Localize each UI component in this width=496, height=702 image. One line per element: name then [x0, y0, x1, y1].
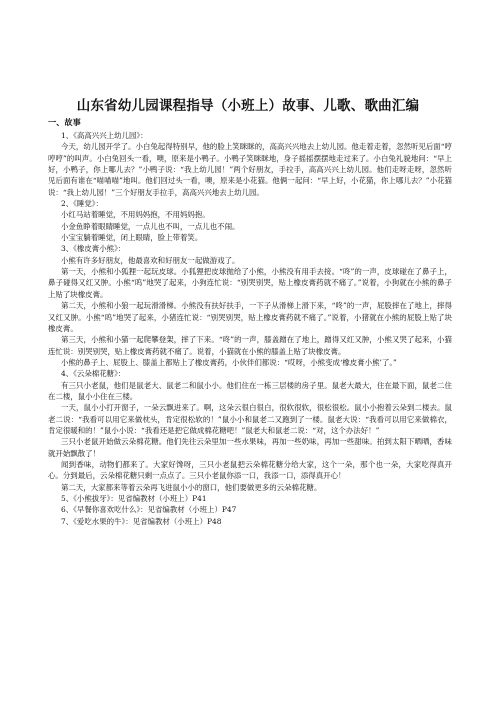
verse-line: 小金鱼睁着眼睛睡觉，一点儿也不叫，一点儿也不闹。 — [61, 221, 240, 231]
story-heading: 2、《睡觉》： — [61, 199, 103, 209]
story-paragraph: 第二天，大家都来等着云朵再飞进鼠小小的窗口，他们要做更多的云朵棉花糖。 — [61, 482, 322, 492]
section-heading: 一、故事 — [48, 117, 81, 127]
story-paragraph: 今天，幼儿园开学了。小白兔起得特别早，他的脸上笑眯眯的，高高兴兴地去上幼儿园。他走着走着，忽然听见后面“哼哼哼”的叫声。小白兔回头一看，噢，原来是小鸭子。小鸭子笑眯眯地，身子摇摇摆摆地走过来了。小白兔礼貌地问：“早上好，小鸭子，你上哪儿去？”小鸭子说：“我上幼儿园！”两个好朋友，手拉手，高高兴兴上幼儿园。他们走呀走呀，忽然听见后面有谁在“喵喵喵”地叫。他们回过头一看，噢，原来是小花猫。他俩一起问：“早上好，小花猫，你上哪儿去？”小花猫说：“我上幼儿园！”三个好朋友手拉手，高高兴兴地去上幼儿园。 — [48, 142, 452, 197]
story-paragraph: 一天，鼠小小打开窗子，一朵云飘进来了。啊，这朵云很白很白，很软很软，很松很松。鼠小小抱着云朵到二楼去。鼠老二说：“我看可以用它来做枕头，肯定很松软的！”鼠小小和鼠老二又跑到了一楼。鼠老大说：“我看可以用它来做棉衣，肯定很暖和的！”鼠小小说：“我看还是把它做成棉花糖吧！”鼠老大和鼠老二说：“对，这个办法好！” — [48, 403, 452, 435]
story-paragraph: 闻到香味，动物们都来了。大家好馋呀，三只小老鼠把云朵棉花糖分给大家，这个一朵，那个也一朵，大家吃得真开心。分到最后，云朵棉花糖只剩一点点了。三只小老鼠你添一口，我添一口，添得真开心！ — [48, 459, 452, 481]
story-paragraph: 有三只小老鼠，他们是鼠老大、鼠老二和鼠小小。他们住在一栋三层楼的房子里。鼠老大最大，住在最下面，鼠老二住在二楼，鼠小小住在三楼。 — [48, 380, 452, 401]
story-paragraph: 第一天，小熊和小狐狸一起玩皮球。小狐狸把皮球抛给了小熊，小熊没有用手去接。“咚”的一声，皮球碰在了鼻子上，鼻子碰得又红又肿。小熊“呜”地哭了起来，小狗连忙说：“别哭别哭，贴上橡皮膏药就不痛了。”说着，小狗就在小熊的鼻子上贴了块橡皮膏。 — [48, 267, 452, 299]
story-paragraph: 第二天，小熊和小狼一起玩滑滑梯。小熊没有扶好扶手，一下子从滑梯上滑下来，“咚”的一声，屁股摔在了地上，摔得又红又肿。小熊“呜”地哭了起来，小猪连忙说：“别哭别哭，贴上橡皮膏药就不痛了。”说着，小猪就在小熊的屁股上贴了块橡皮膏。 — [48, 301, 452, 333]
story-reference: 6、《早餐你喜欢吃什么》：见省编教材（小班上）P47 — [61, 505, 237, 515]
document-title: 山东省幼儿园课程指导（小班上）故事、儿歌、歌曲汇编 — [76, 98, 420, 114]
verse-line: 小红马站着睡觉，不用妈妈抱，不用妈妈抱。 — [61, 210, 210, 220]
story-paragraph: 小熊的鼻子上、屁股上、膝盖上都贴上了橡皮膏药，小伙伴们都说：“哎呀，小熊变成‘橡皮膏小熊’了。” — [61, 357, 397, 367]
story-paragraph: 小熊有许多好朋友，他最喜欢和好朋友一起做游戏了。 — [61, 255, 240, 265]
story-paragraph: 第三天，小熊和小猫一起爬攀登架，摔了下来。“咚”的一声，膝盖蹭在了地上，蹭得又红又肿，小熊又哭了起来，小猫连忙说：别哭别哭，贴上橡皮膏药就不痛了。说着，小猫就在小熊的膝盖上贴了块橡皮膏。 — [48, 335, 452, 356]
story-heading: 4、《云朵棉花糖》： — [61, 369, 126, 379]
story-heading: 3、《橡皮膏小熊》： — [61, 244, 126, 254]
story-heading: 1、《高高兴兴上幼儿园》： — [61, 131, 148, 140]
story-paragraph: 三只小老鼠开始做云朵棉花糖。他们先往云朵里加一些水果味，再加一些奶味，再加一些甜味。拍到太阳下晒晒，香味就开始飘散了！ — [48, 437, 452, 458]
story-reference: 5、《小熊拔牙》：见省编教材（小班上）P41 — [61, 494, 207, 503]
verse-line: 小宝宝躺着睡觉，闭上眼睛，脸上带着笑。 — [61, 233, 203, 243]
document-body — [48, 130, 452, 527]
story-reference: 7、《爱吃水果的牛》：见省编教材（小班上）P48 — [61, 516, 222, 526]
